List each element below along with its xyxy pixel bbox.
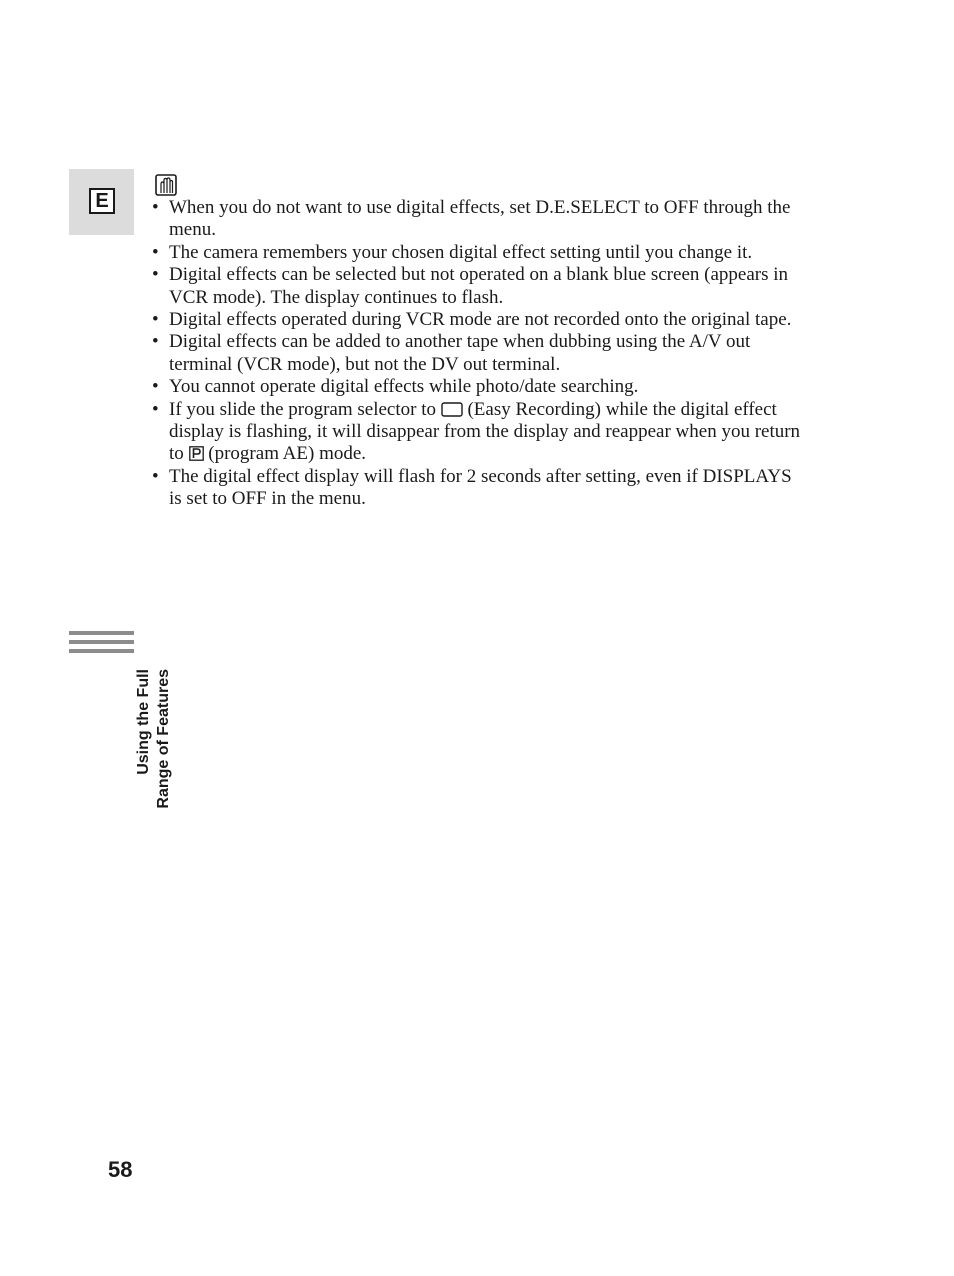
- section-label-line2: Range of Features: [155, 669, 172, 809]
- list-item: • The camera remembers your chosen digital effect setting until you change it.: [152, 241, 753, 263]
- section-marker: [69, 631, 134, 658]
- section-label: [134, 669, 174, 824]
- list-item: • You cannot operate digital effects while photo/date searching.: [152, 376, 639, 398]
- section-label-line1: Using the Full: [135, 669, 152, 775]
- language-tab: [69, 169, 134, 235]
- note-hand-icon: [155, 174, 177, 196]
- list-item: • Digital effects can be added to another tape when dubbing using the A/V out terminal (VCR mode), but not the DV out terminal.: [152, 331, 751, 375]
- list-item: • Digital effects operated during VCR mode are not recorded onto the original tape.: [152, 309, 792, 331]
- easy-recording-icon: [441, 401, 463, 417]
- notes-list: [152, 197, 807, 511]
- list-item: • If you slide the program selector to (Easy Recording) while the digital effect display is flashing, it will disappear from the display and reappear when you return to (program AE) mode.: [152, 398, 801, 465]
- program-ae-icon: [189, 446, 204, 461]
- language-letter: E: [89, 188, 115, 214]
- list-item: • Digital effects can be selected but not operated on a blank blue screen (appears in VCR mode). The display continues to flash.: [152, 264, 789, 308]
- list-item: • The digital effect display will flash for 2 seconds after setting, even if DISPLAYS is set to OFF in the menu.: [152, 465, 792, 510]
- list-item: • When you do not want to use digital effects, set D.E.SELECT to OFF through the menu.: [152, 197, 791, 241]
- page-number: 58: [108, 1157, 133, 1182]
